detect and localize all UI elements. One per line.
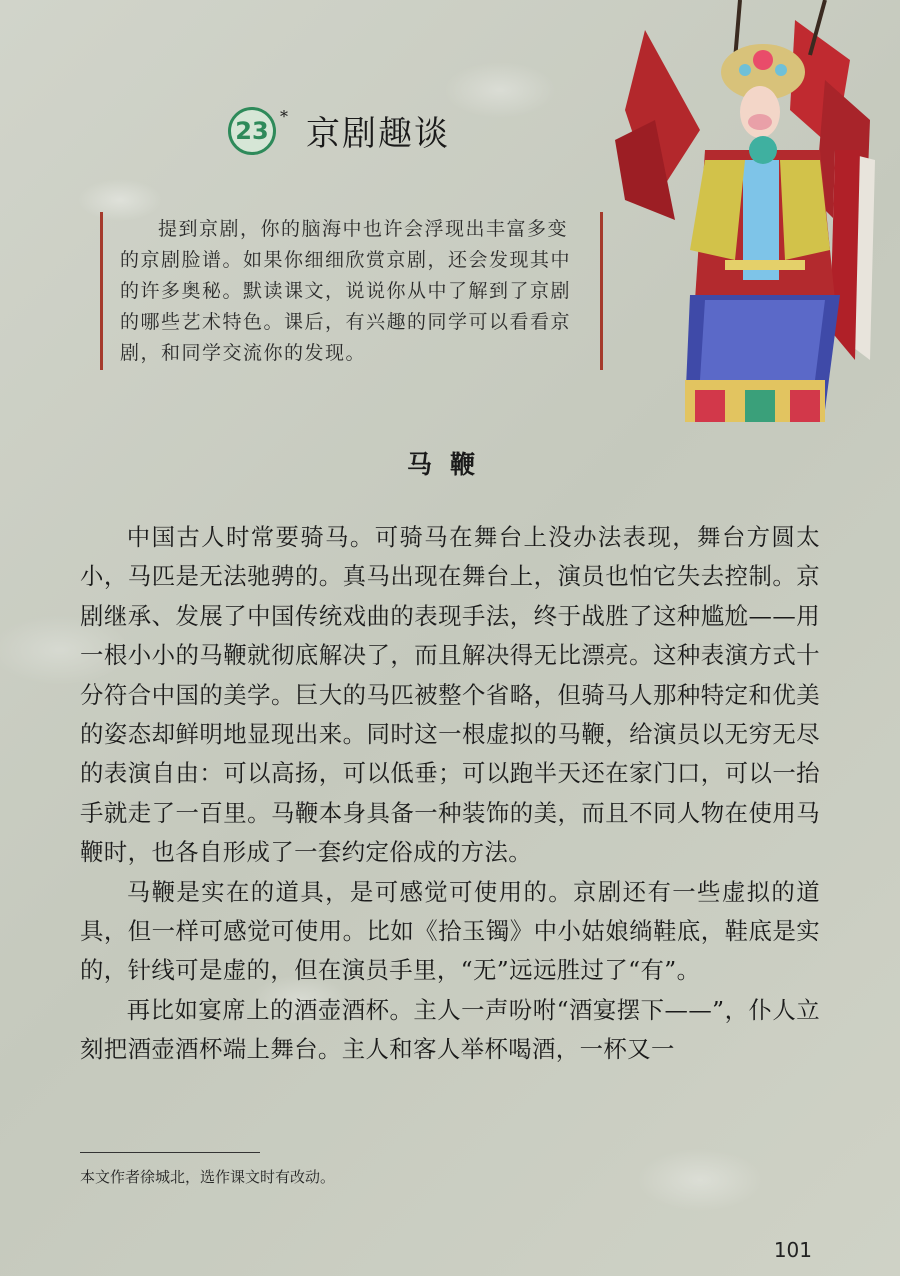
lesson-title: 京剧趣谈 xyxy=(306,114,450,154)
intro-box xyxy=(100,212,603,370)
paragraph: 马鞭是实在的道具，是可感觉可使用的。京剧还有一些虚拟的道具，但一样可感觉可使用。比如《拾玉镯》中小姑娘绱鞋底，鞋底是实的，针线可是虚的，但在演员手里，“无”远远胜过了“有”。 xyxy=(80,877,820,985)
lesson-star: * xyxy=(280,107,288,126)
footnote: 本文作者徐城北，选作课文时有改动。 xyxy=(80,1168,336,1186)
page-number: 101 xyxy=(773,1238,812,1262)
footnote-divider xyxy=(80,1152,260,1153)
paragraph: 中国古人时常要骑马。可骑马在舞台上没办法表现，舞台方圆太小，马匹是无法驰骋的。真马出现在舞台上，演员也怕它失去控制。京剧继承、发展了中国传统戏曲的表现手法，终于战胜了这种尴尬——用一根小小的马鞭就彻底解决了，而且解决得无比漂亮。这种表演方式十分符合中国的美学。巨大的马匹被整个省略，但骑马人那种特定和优美的姿态却鲜明地显现出来。同时这一根虚拟的马鞭，给演员以无穷无尽的表演自由：可以高扬，可以低垂；可以跑半天还在家门口，可以一抬手就走了一百里。马鞭本身具备一种装饰的美，而且不同人物在使用马鞭时，也各自形成了一套约定俗成的方法。 xyxy=(80,523,820,867)
paragraph: 再比如宴席上的酒壶酒杯。主人一声吩咐“酒宴摆下——”，仆人立刻把酒壶酒杯端上舞台。主人和客人举杯喝酒，一杯又一 xyxy=(80,995,820,1064)
lesson-header xyxy=(228,106,450,155)
lesson-number-badge: 23 xyxy=(228,107,276,155)
intro-text: 提到京剧，你的脑海中也许会浮现出丰富多变的京剧脸谱。如果你细细欣赏京剧，还会发现其中的许多奥秘。默读课文，说说你从中了解到了京剧的哪些艺术特色。课后，有兴趣的同学可以看看京剧，和同学交流你的发现。 xyxy=(120,218,572,364)
peking-opera-performer-image xyxy=(585,0,880,430)
section-title: 马鞭 xyxy=(406,450,493,479)
body-text xyxy=(80,518,820,1070)
intro-left-bar xyxy=(100,212,103,370)
